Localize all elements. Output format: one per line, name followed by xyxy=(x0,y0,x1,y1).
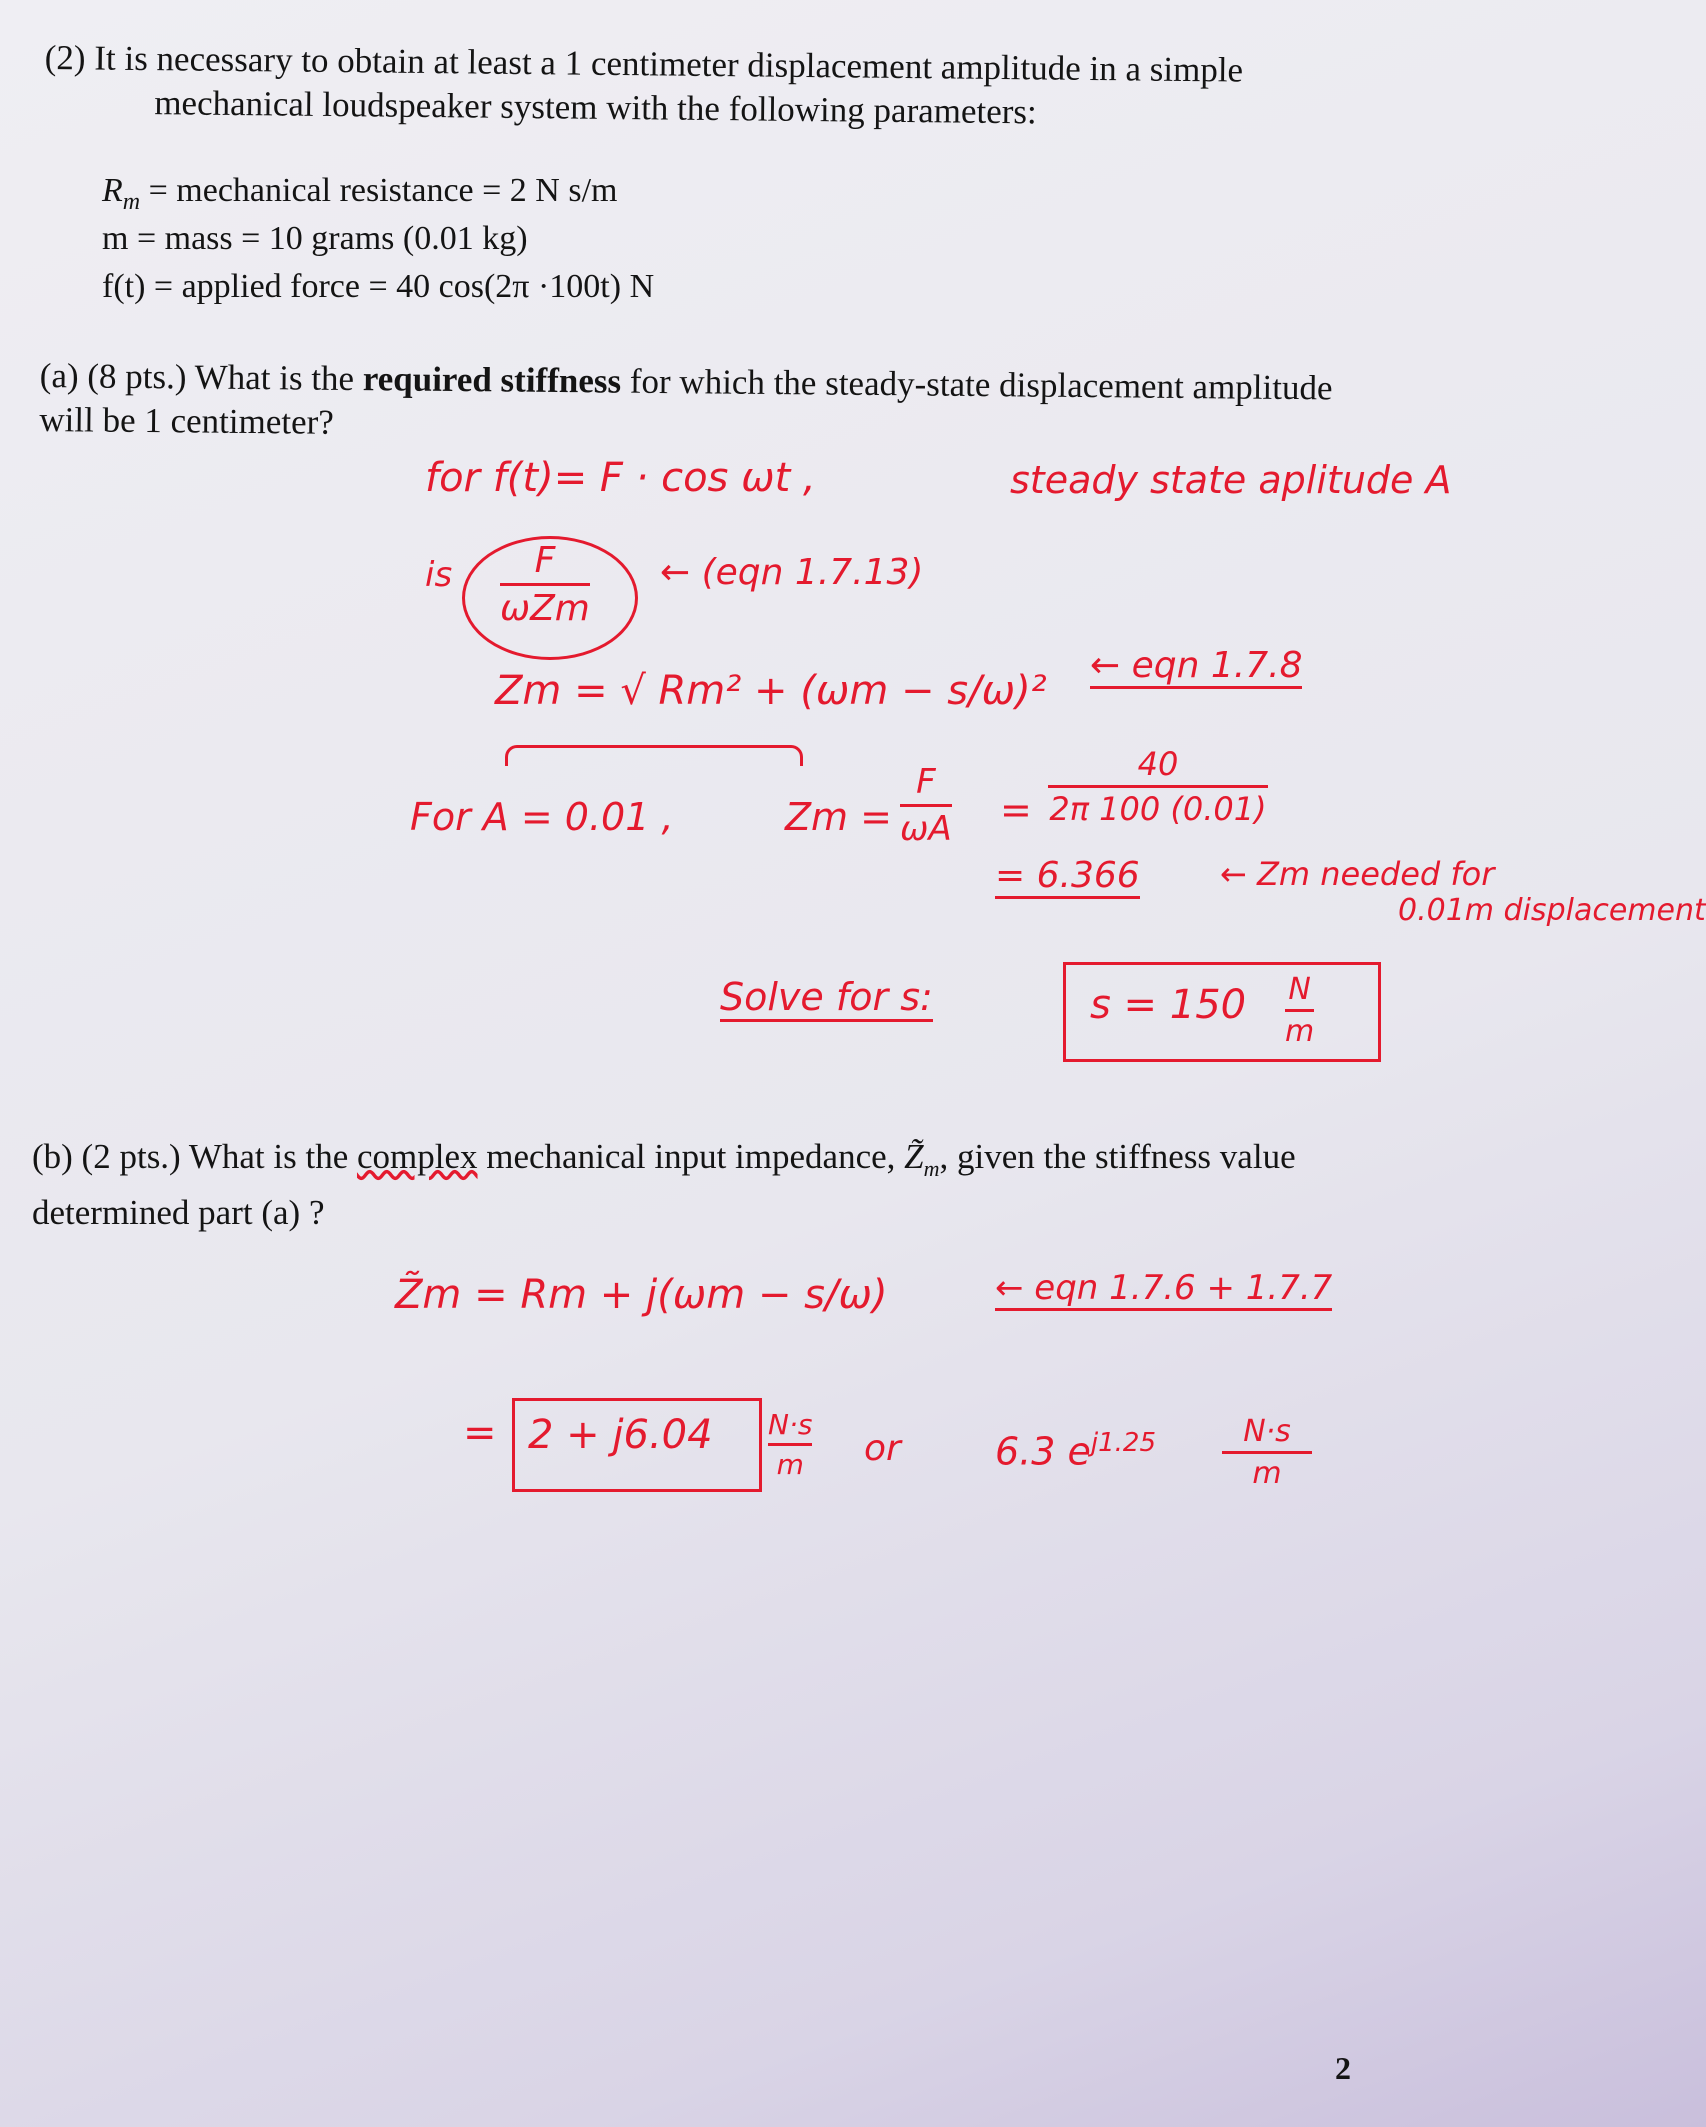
hw-steady-state: steady state aplitude A xyxy=(1010,458,1452,502)
param-rm: $R_m$ = mechanical resistance = 2 N s/m xyxy=(102,172,618,215)
hw-fraction-numeric: 40 2π 100 (0.01) xyxy=(1049,745,1267,828)
hw-fraction-f-wa: F ωA xyxy=(900,762,952,849)
hw-unit2-ns-m: N·s m xyxy=(1222,1414,1312,1491)
hw-answer-s: s = 150 xyxy=(1090,982,1247,1028)
part-b-question: (b) (2 pts.) What is the complex mechanical input impedance, $Z̃_m$, given the stiffness value determined part (a) ? xyxy=(32,1137,1296,1232)
hw-polar-form: 6.3 $e^{j1.25}$ xyxy=(995,1428,1157,1474)
hw-zm-result: = 6.366 xyxy=(995,855,1140,899)
hw-bracket xyxy=(505,745,803,766)
hw-amplitude-fraction: F ωZm xyxy=(500,540,590,629)
problem-intro-line1: It is necessary to obtain at least a 1 centimeter displacement amplitude in a simple xyxy=(94,38,1244,90)
hw-unit-ns-m: N·s m xyxy=(768,1408,813,1481)
hw-complex-impedance-eq: Z̃m = Rm + j(ωm − s/ω) xyxy=(395,1272,888,1318)
hw-unit-nm: N m xyxy=(1285,972,1315,1049)
hw-eqn-ref-1713: ← (eqn 1.7.13) xyxy=(660,552,924,593)
problem-intro-line2: mechanical loudspeaker system with the following parameters: xyxy=(154,83,1037,132)
hw-eqn-ref-176: ← eqn 1.7.6 + 1.7.7 xyxy=(995,1268,1332,1311)
part-a-question: (a) (8 pts.) What is the required stiffness for which the steady-state displacement amplitude will be 1 centimeter? xyxy=(39,355,1333,442)
hw-equals: = xyxy=(1000,788,1032,832)
hw-note-needed: ← Zm needed for xyxy=(1220,855,1495,893)
hw-b-equals: = xyxy=(463,1410,497,1456)
hw-note-displacement: 0.01m displacement xyxy=(1398,893,1706,928)
hw-force-form: for f(t)= F · cos ωt , xyxy=(425,455,816,501)
hw-or: or xyxy=(864,1428,901,1469)
hw-for-a: For A = 0.01 , xyxy=(410,795,674,839)
problem-number: (2) xyxy=(44,37,86,78)
param-mass: m = mass = 10 grams (0.01 kg) xyxy=(102,220,528,257)
hw-is: is xyxy=(425,555,453,595)
hw-answer-impedance: 2 + j6.04 xyxy=(528,1412,713,1458)
hw-eqn-ref-178: ← eqn 1.7.8 xyxy=(1090,645,1302,689)
page-number: 2 xyxy=(1335,2050,1351,2086)
hw-zm-equation: Zm = √ Rm² + (ωm − s/ω)² xyxy=(495,668,1047,714)
param-force: f(t) = applied force = 40 cos(2π ·100t) N xyxy=(102,268,655,305)
problem-intro xyxy=(44,36,1243,137)
hw-zm-lhs: Zm = xyxy=(785,795,892,839)
hw-solve-for-s: Solve for s: xyxy=(720,975,933,1022)
